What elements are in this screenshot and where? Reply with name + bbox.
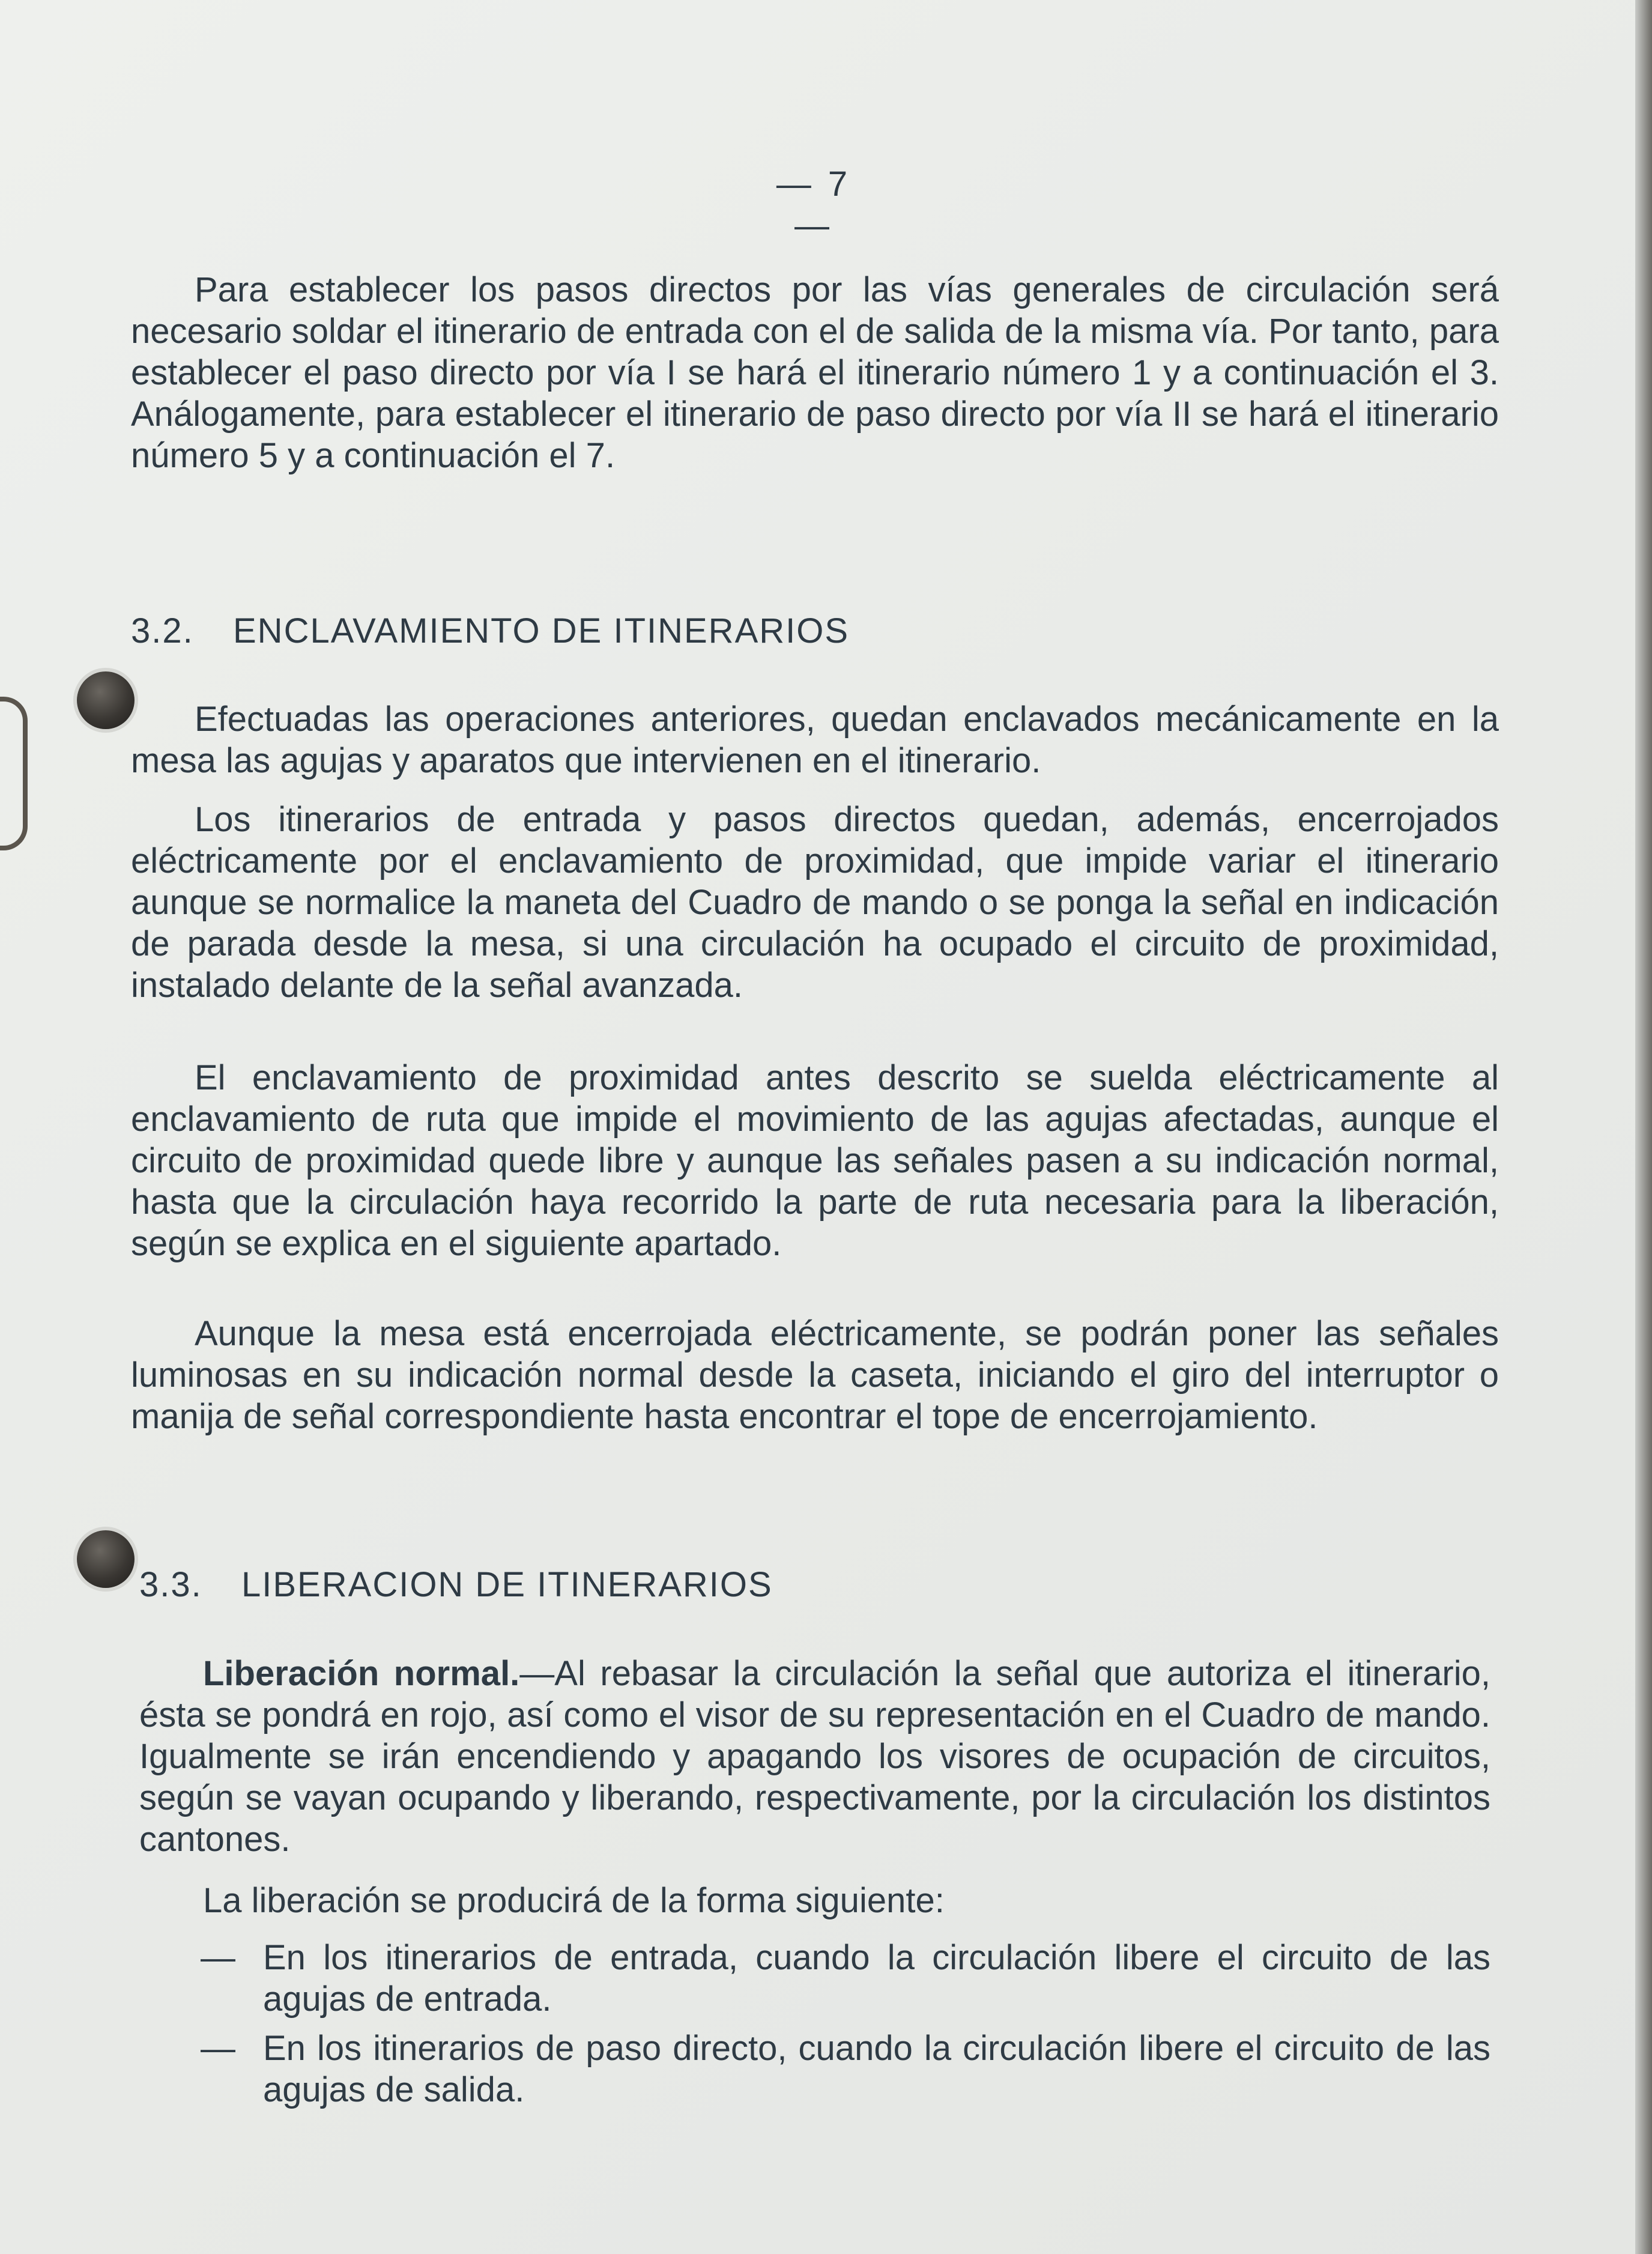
list-dash: — (201, 1938, 235, 1977)
list-item-2 (201, 2028, 1490, 2110)
section-number: 3.3. (139, 1565, 202, 1604)
list-item-text: En los itinerarios de entrada, cuando la circulación libere el circuito de las agujas de entrada. (263, 1938, 1490, 2019)
page-number: — 7 — (776, 165, 852, 245)
section-title: ENCLAVAMIENTO DE ITINERARIOS (233, 611, 850, 650)
list-dash: — (201, 2029, 235, 2068)
paragraph-3-2-2: Los itinerarios de entrada y pasos directos quedan, además, encerrojados eléctricamente por el enclavamiento de proximidad, que impide variar el itinerario aunque se normalice la maneta del Cuadro de mando o se ponga la señal en indicación de parada desde la mesa, si una circulación ha ocupado el circuito de proximidad, instalado delante de la señal avanzada. (131, 800, 1499, 1005)
bold-lead-term: Liberación normal. (203, 1654, 520, 1693)
list-item-text: En los itinerarios de paso directo, cuando la circulación libere el circuito de las agujas de salida. (263, 2029, 1490, 2109)
paragraph-3-2-4: Aunque la mesa está encerrojada eléctricamente, se podrán poner las señales luminosas en su indicación normal desde la caseta, iniciando el giro del interruptor o manija de señal correspondiente hasta encontrar el tope de encerrojamiento. (131, 1314, 1499, 1436)
section-number: 3.2. (131, 611, 194, 650)
section-title: LIBERACION DE ITINERARIOS (241, 1565, 773, 1604)
list-item-1 (201, 1937, 1490, 2020)
paragraph-3-2-3: El enclavamiento de proximidad antes descrito se suelda eléctricamente al enclavamiento de ruta que impide el movimiento de las agujas afectadas, aunque el circuito de proximidad quede libre y aunque las señales pasen a su indicación normal, hasta que la circulación haya recorrido la parte de ruta necesaria para la liberación, según se explica en el siguiente apartado. (131, 1058, 1499, 1263)
paragraph-body: —Al rebasar la circulación la señal que autoriza el itinerario, ésta se pondrá en rojo, así como el visor de su representación en el Cuadro de mando. Igualmente se irán encendiendo y apagando los visores de ocupación de circuitos, según se vayan ocupando y liberando, respectivamente, por la circulación los distintos cantones. (139, 1654, 1490, 1859)
intro-paragraph: Para establecer los pasos directos por las vías generales de circulación será necesario soldar el itinerario de entrada con el de salida de la misma vía. Por tanto, para establecer el paso directo por vía I se hará el itinerario número 1 y a continuación el 3. Análogamente, para establecer el itinerario de paso directo por vía II se hará el itinerario número 5 y a continuación el 7. (131, 270, 1499, 475)
section-heading-3-3 (139, 1564, 773, 1605)
paragraph-3-2-1: Efectuadas las operaciones anteriores, quedan enclavados mecánicamente en la mesa las agujas y aparatos que intervienen en el itinerario. (131, 700, 1499, 780)
section-heading-3-2 (131, 610, 849, 652)
paragraph-3-3-1 (139, 1653, 1490, 1860)
list-intro: La liberación se producirá de la forma siguiente: (203, 1881, 945, 1920)
